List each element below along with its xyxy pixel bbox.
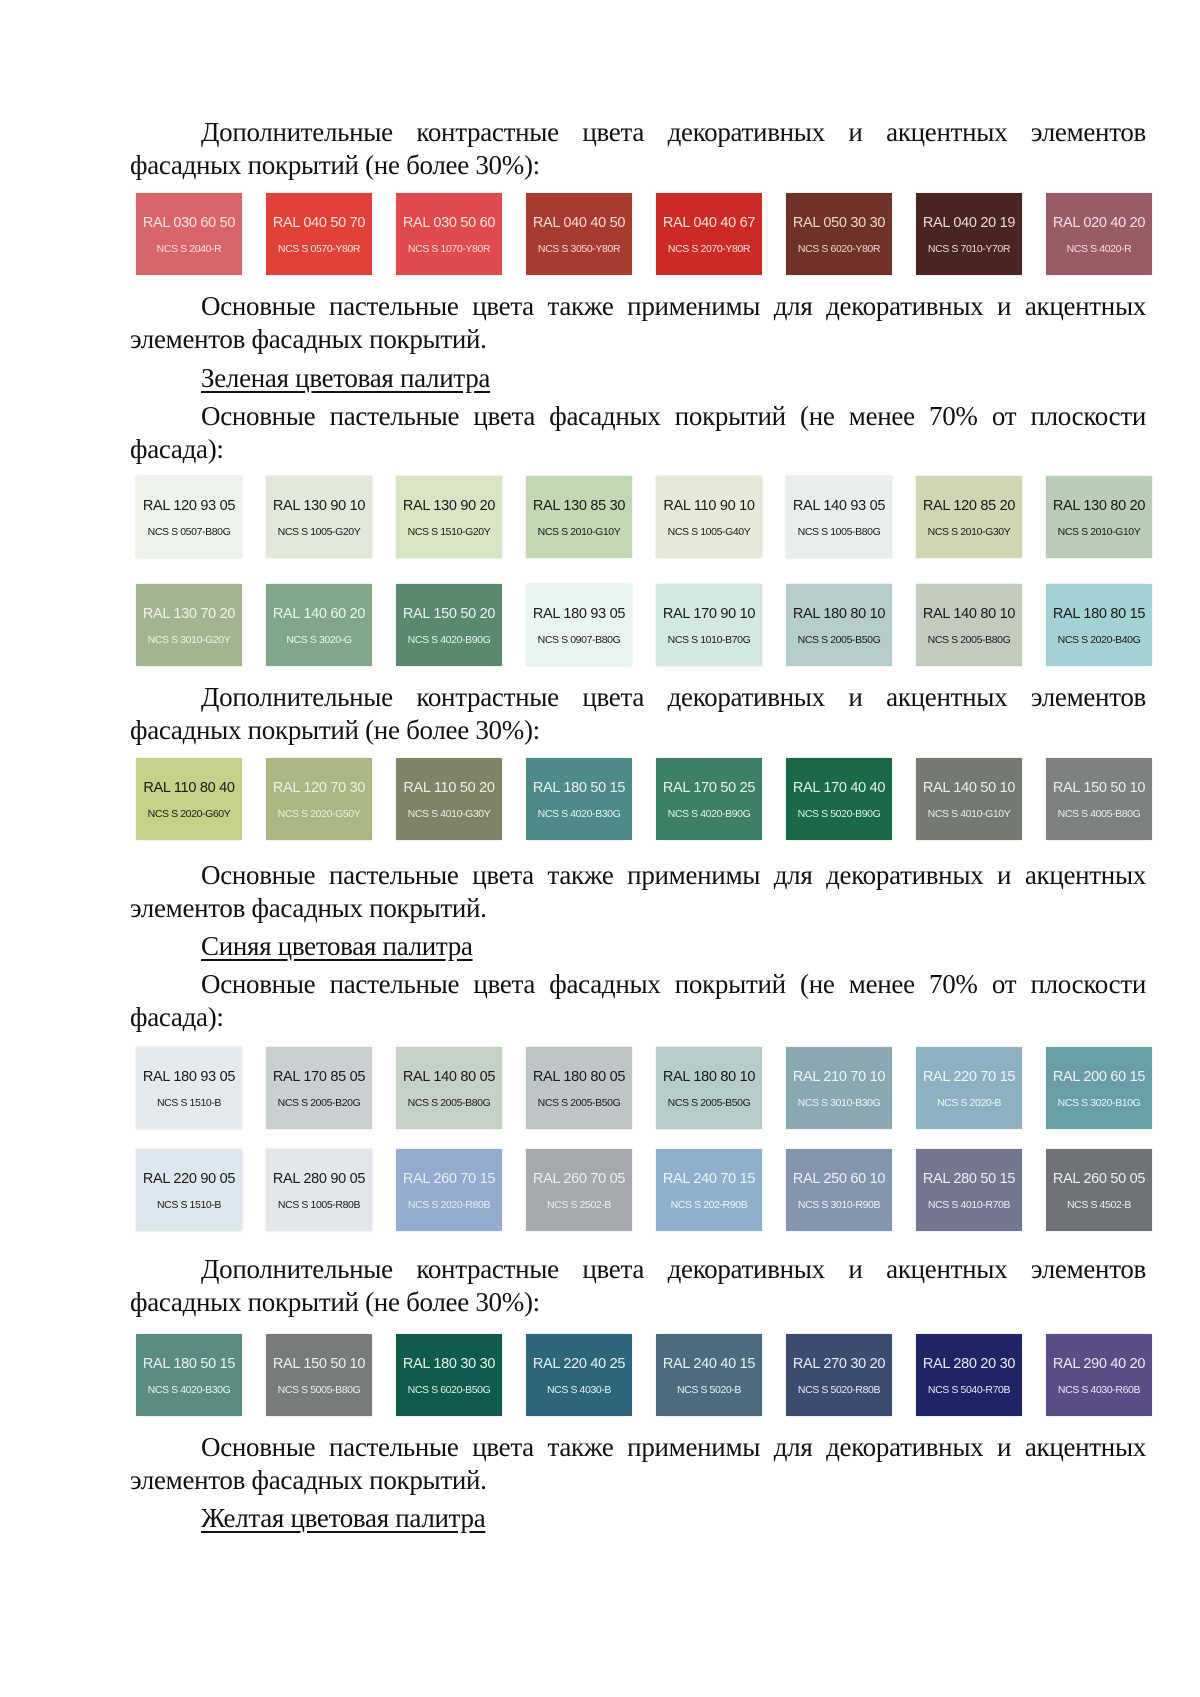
blue-main-swatch-grid [136, 1047, 1156, 1231]
ral-code: RAL 280 20 30 [922, 1356, 1016, 1372]
ral-code: RAL 120 93 05 [142, 498, 236, 514]
ral-code: RAL 140 80 10 [922, 606, 1016, 622]
ral-code: RAL 170 50 25 [662, 780, 756, 796]
ral-code: RAL 240 70 15 [662, 1171, 756, 1187]
color-swatch [786, 193, 892, 275]
blue-main-intro: Основные пастельные цвета фасадных покрытий (не менее 70% от плоскости фасада): [130, 969, 1146, 1032]
ncs-code: NCS S 2010-G10Y [1057, 526, 1141, 538]
ncs-code: NCS S 2005-B80G [407, 1097, 491, 1109]
ncs-code: NCS S 2010-G10Y [537, 526, 621, 538]
color-swatch [396, 193, 502, 275]
ral-code: RAL 120 70 30 [272, 780, 366, 796]
color-swatch [656, 476, 762, 558]
ncs-code: NCS S 4030-B [546, 1384, 612, 1396]
ral-code: RAL 180 50 15 [532, 780, 626, 796]
ral-code: RAL 180 30 30 [402, 1356, 496, 1372]
ncs-code: NCS S 0907-B80G [537, 634, 621, 646]
ncs-code: NCS S 4010-G10Y [927, 808, 1011, 820]
ral-code: RAL 280 50 15 [922, 1171, 1016, 1187]
ral-code: RAL 140 60 20 [272, 606, 366, 622]
ncs-code: NCS S 0570-Y80R [277, 243, 361, 255]
ral-code: RAL 130 85 30 [532, 498, 626, 514]
ncs-code: NCS S 2502-B [546, 1199, 612, 1211]
ral-code: RAL 170 85 05 [272, 1069, 366, 1085]
ral-code: RAL 150 50 20 [402, 606, 496, 622]
color-swatch [786, 1334, 892, 1416]
ral-code: RAL 290 40 20 [1052, 1356, 1146, 1372]
ral-code: RAL 150 50 10 [272, 1356, 366, 1372]
ncs-code: NCS S 1510-B [156, 1199, 222, 1211]
ncs-code: NCS S 3010-R90B [797, 1199, 881, 1211]
blue-palette-heading: Синяя цветовая палитра [201, 931, 473, 961]
color-swatch [786, 758, 892, 840]
red-contrast-swatch-grid [136, 193, 1156, 275]
ncs-code: NCS S 5020-B [676, 1384, 742, 1396]
color-swatch [1046, 1334, 1152, 1416]
ral-code: RAL 130 90 10 [272, 498, 366, 514]
ncs-code: NCS S 1070-Y80R [407, 243, 491, 255]
ral-code: RAL 220 90 05 [142, 1171, 236, 1187]
color-swatch [786, 584, 892, 666]
ncs-code: NCS S 1005-B80G [797, 526, 881, 538]
color-swatch [916, 1334, 1022, 1416]
color-swatch [266, 1047, 372, 1129]
ncs-code: NCS S 2005-B50G [537, 1097, 621, 1109]
color-swatch [136, 1334, 242, 1416]
yellow-palette-heading: Желтая цветовая палитра [201, 1503, 486, 1533]
ral-code: RAL 150 50 10 [1052, 780, 1146, 796]
ncs-code: NCS S 4020-B90G [667, 808, 751, 820]
ral-code: RAL 030 60 50 [142, 215, 236, 231]
ncs-code: NCS S 3010-G20Y [147, 634, 231, 646]
ncs-code: NCS S 2020-B40G [1057, 634, 1141, 646]
ncs-code: NCS S 1005-G20Y [277, 526, 361, 538]
red-contrast-intro: Дополнительные контрастные цвета декоративных и акцентных элементов фасадных покрытий (не более 30%): [130, 117, 1146, 180]
color-swatch [916, 1047, 1022, 1129]
color-swatch [786, 476, 892, 558]
green-palette-heading: Зеленая цветовая палитра [201, 363, 491, 393]
ral-code: RAL 270 30 20 [792, 1356, 886, 1372]
ncs-code: NCS S 5020-B90G [797, 808, 881, 820]
color-swatch [526, 193, 632, 275]
color-swatch [786, 1047, 892, 1129]
green-main-intro: Основные пастельные цвета фасадных покрытий (не менее 70% от плоскости фасада): [130, 401, 1146, 464]
color-swatch [1046, 584, 1152, 666]
color-swatch [656, 758, 762, 840]
ral-code: RAL 180 93 05 [142, 1069, 236, 1085]
ncs-code: NCS S 7010-Y70R [927, 243, 1011, 255]
ncs-code: NCS S 3050-Y80R [537, 243, 621, 255]
color-swatch [656, 1149, 762, 1231]
color-swatch [396, 758, 502, 840]
ral-code: RAL 260 70 15 [402, 1171, 496, 1187]
ral-code: RAL 110 80 40 [143, 780, 235, 796]
ral-code: RAL 040 20 19 [922, 215, 1016, 231]
ncs-code: NCS S 4502-B [1066, 1199, 1132, 1211]
ral-code: RAL 180 80 10 [662, 1069, 756, 1085]
ral-code: RAL 130 70 20 [142, 606, 236, 622]
color-swatch [656, 1047, 762, 1129]
ncs-code: NCS S 1005-R80B [277, 1199, 361, 1211]
ral-code: RAL 130 80 20 [1052, 498, 1146, 514]
ncs-code: NCS S 1510-B [156, 1097, 222, 1109]
ral-code: RAL 110 90 10 [663, 498, 755, 514]
ral-code: RAL 130 90 20 [402, 498, 496, 514]
ral-code: RAL 200 60 15 [1052, 1069, 1146, 1085]
color-swatch [1046, 476, 1152, 558]
color-swatch [266, 758, 372, 840]
ncs-code: NCS S 2005-B50G [667, 1097, 751, 1109]
ral-code: RAL 030 50 60 [402, 215, 496, 231]
ncs-code: NCS S 5020-R80B [797, 1384, 881, 1396]
ncs-code: NCS S 2070-Y80R [667, 243, 751, 255]
ral-code: RAL 140 93 05 [792, 498, 886, 514]
ral-code: RAL 180 93 05 [532, 606, 626, 622]
ncs-code: NCS S 2020-G50Y [277, 808, 361, 820]
color-swatch [396, 1047, 502, 1129]
color-swatch [266, 1334, 372, 1416]
green-contrast-swatch-grid [136, 758, 1156, 840]
color-swatch [266, 193, 372, 275]
ral-code: RAL 020 40 20 [1052, 215, 1146, 231]
blue-contrast-swatch-grid [136, 1334, 1156, 1416]
color-swatch [136, 584, 242, 666]
color-swatch [136, 476, 242, 558]
green-pastel-note: Основные пастельные цвета также применимы для декоративных и акцентных элементов фасадных покрытий. [130, 860, 1146, 923]
ncs-code: NCS S 2005-B20G [277, 1097, 361, 1109]
color-swatch [916, 584, 1022, 666]
ral-code: RAL 120 85 20 [922, 498, 1016, 514]
ncs-code: NCS S 4020-R [1066, 243, 1132, 255]
color-swatch [656, 584, 762, 666]
ncs-code: NCS S 1005-G40Y [667, 526, 751, 538]
ncs-code: NCS S 5005-B80G [277, 1384, 361, 1396]
color-swatch [526, 476, 632, 558]
ral-code: RAL 260 70 05 [532, 1171, 626, 1187]
ncs-code: NCS S 3010-B30G [797, 1097, 881, 1109]
ral-code: RAL 220 70 15 [922, 1069, 1016, 1085]
ral-code: RAL 040 50 70 [272, 215, 366, 231]
color-swatch [396, 1334, 502, 1416]
green-main-swatch-grid [136, 476, 1156, 666]
color-swatch [526, 1334, 632, 1416]
blue-contrast-intro: Дополнительные контрастные цвета декоративных и акцентных элементов фасадных покрытий (не более 30%): [130, 1254, 1146, 1317]
ral-code: RAL 250 60 10 [792, 1171, 886, 1187]
color-swatch [136, 758, 242, 840]
ral-code: RAL 280 90 05 [272, 1171, 366, 1187]
color-swatch [656, 1334, 762, 1416]
color-swatch [526, 1047, 632, 1129]
ncs-code: NCS S 1010-B70G [667, 634, 751, 646]
ral-code: RAL 180 50 15 [142, 1356, 236, 1372]
blue-pastel-note: Основные пастельные цвета также применимы для декоративных и акцентных элементов фасадных покрытий. [130, 1432, 1146, 1495]
color-swatch [916, 1149, 1022, 1231]
color-swatch [1046, 758, 1152, 840]
ral-code: RAL 220 40 25 [532, 1356, 626, 1372]
ral-code: RAL 170 90 10 [662, 606, 756, 622]
ncs-code: NCS S 4010-G30Y [407, 808, 491, 820]
color-swatch [526, 584, 632, 666]
ral-code: RAL 140 80 05 [402, 1069, 496, 1085]
color-swatch [266, 1149, 372, 1231]
ncs-code: NCS S 2020-B [936, 1097, 1002, 1109]
color-swatch [136, 1149, 242, 1231]
color-swatch [916, 476, 1022, 558]
ral-code: RAL 180 80 10 [792, 606, 886, 622]
ncs-code: NCS S 3020-G [286, 634, 352, 646]
ncs-code: NCS S 6020-B50G [407, 1384, 491, 1396]
ncs-code: NCS S 4005-B80G [1057, 808, 1141, 820]
ncs-code: NCS S 2005-B80G [927, 634, 1011, 646]
ral-code: RAL 240 40 15 [662, 1356, 756, 1372]
ral-code: RAL 140 50 10 [922, 780, 1016, 796]
ral-code: RAL 170 40 40 [792, 780, 886, 796]
color-swatch [526, 758, 632, 840]
color-swatch [1046, 1149, 1152, 1231]
color-swatch [656, 193, 762, 275]
ncs-code: NCS S 4020-B90G [407, 634, 491, 646]
ncs-code: NCS S 1510-G20Y [407, 526, 491, 538]
ncs-code: NCS S 2020-G60Y [147, 808, 231, 820]
ral-code: RAL 210 70 10 [792, 1069, 886, 1085]
ral-code: RAL 040 40 67 [662, 215, 756, 231]
ral-code: RAL 040 40 50 [532, 215, 626, 231]
color-swatch [1046, 193, 1152, 275]
ral-code: RAL 180 80 05 [532, 1069, 626, 1085]
ncs-code: NCS S 6020-Y80R [797, 243, 881, 255]
ncs-code: NCS S 4030-R60B [1057, 1384, 1141, 1396]
ncs-code: NCS S 2005-B50G [797, 634, 881, 646]
ral-code: RAL 260 50 05 [1052, 1171, 1146, 1187]
green-contrast-intro: Дополнительные контрастные цвета декоративных и акцентных элементов фасадных покрытий (не более 30%): [130, 682, 1146, 745]
ncs-code: NCS S 4010-R70B [927, 1199, 1011, 1211]
color-swatch [396, 476, 502, 558]
ncs-code: NCS S 4020-B30G [147, 1384, 231, 1396]
ncs-code: NCS S 0507-B80G [147, 526, 231, 538]
color-swatch [916, 758, 1022, 840]
ncs-code: NCS S 2040-R [156, 243, 222, 255]
ncs-code: NCS S 2010-G30Y [927, 526, 1011, 538]
ral-code: RAL 180 80 15 [1052, 606, 1146, 622]
color-swatch [266, 584, 372, 666]
ncs-code: NCS S 4020-B30G [537, 808, 621, 820]
color-swatch [916, 193, 1022, 275]
ncs-code: NCS S 2020-R80B [407, 1199, 491, 1211]
ral-code: RAL 050 30 30 [792, 215, 886, 231]
color-swatch [526, 1149, 632, 1231]
color-swatch [136, 193, 242, 275]
ncs-code: NCS S 3020-B10G [1057, 1097, 1141, 1109]
ral-code: RAL 110 50 20 [403, 780, 495, 796]
color-swatch [396, 584, 502, 666]
color-swatch [136, 1047, 242, 1129]
color-swatch [1046, 1047, 1152, 1129]
color-swatch [396, 1149, 502, 1231]
color-swatch [786, 1149, 892, 1231]
red-pastel-note: Основные пастельные цвета также применимы для декоративных и акцентных элементов фасадных покрытий. [130, 291, 1146, 354]
ncs-code: NCS S 202-R90B [670, 1199, 748, 1211]
ncs-code: NCS S 5040-R70B [927, 1384, 1011, 1396]
color-swatch [266, 476, 372, 558]
